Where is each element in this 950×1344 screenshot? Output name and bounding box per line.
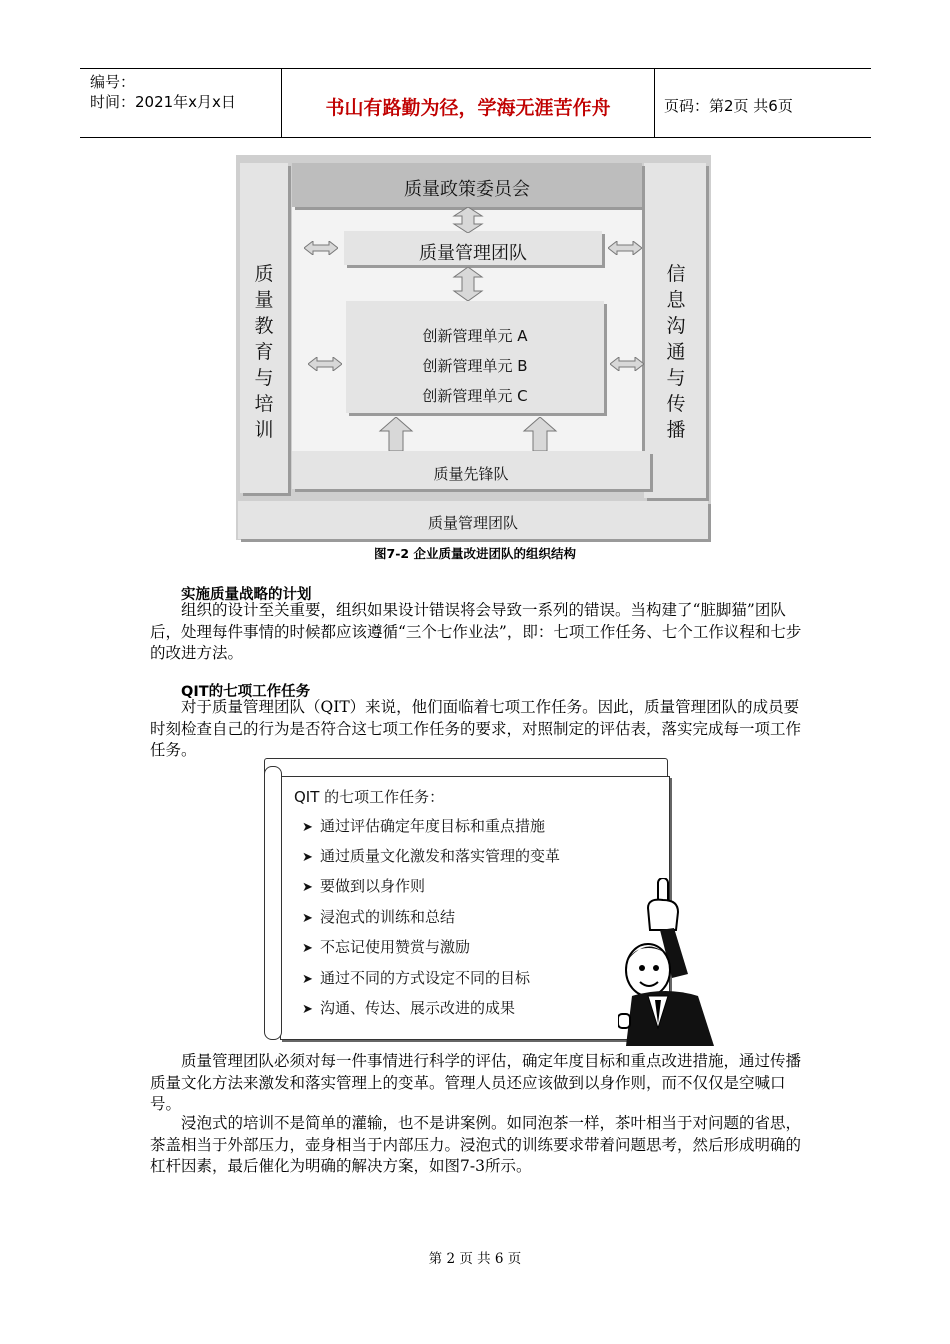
double-arrow-horizontal-icon — [610, 357, 644, 371]
header-table — [80, 68, 871, 138]
qmt-label: 质量管理团队 — [419, 243, 527, 264]
section2-heading: QIT的七项工作任务 — [181, 684, 311, 700]
unit-c-label: 创新管理单元 C — [422, 387, 528, 405]
double-arrow-horizontal-icon — [304, 241, 338, 255]
double-arrow-horizontal-icon — [608, 241, 642, 255]
list-item: ➤ 不忘记使用赞赏与激励 — [302, 938, 471, 956]
arrow-bullet-icon: ➤ — [302, 1002, 313, 1017]
pioneer-label: 质量先锋队 — [433, 465, 509, 483]
header-motto-cell — [282, 69, 655, 137]
arrow-bullet-icon: ➤ — [302, 850, 313, 865]
unit-b-label: 创新管理单元 B — [422, 357, 528, 375]
cartoon-man-pointing-icon — [618, 878, 718, 1046]
qit-tasks-scroll — [258, 758, 718, 1046]
unit-a-label: 创新管理单元 A — [422, 327, 528, 345]
list-item: ➤ 通过评估确定年度目标和重点措施 — [302, 817, 546, 835]
policy-committee-label: 质量政策委员会 — [404, 179, 530, 200]
scroll-title: QIT 的七项工作任务： — [294, 788, 445, 806]
org-structure-figure — [236, 155, 714, 545]
arrow-bullet-icon: ➤ — [302, 911, 313, 926]
arrow-bullet-icon: ➤ — [302, 972, 313, 987]
page-label: 页码：第2页 共6页 — [664, 97, 793, 115]
body-paragraph-1: 质量管理团队必须对每一件事情进行科学的评估，确定年度目标和重点改进措施，通过传播质量文化方法来激发和落实管理上的变革。管理人员还应该做到以身作则，而不仅仅是空喊口号。 — [150, 1052, 802, 1113]
header-left-cell — [80, 69, 282, 137]
up-arrow-icon — [520, 417, 560, 451]
scroll-left-roll — [264, 766, 282, 1040]
double-arrow-vertical-icon — [448, 267, 488, 301]
left-vertical-label: 质量教育与培训 — [254, 263, 274, 441]
right-vertical-label: 信息沟通与传播 — [666, 263, 686, 441]
list-item: ➤ 通过质量文化激发和落实管理的变革 — [302, 847, 561, 865]
figure-caption: 图7-2 企业质量改进团队的组织结构 — [374, 546, 576, 561]
arrow-bullet-icon: ➤ — [302, 820, 313, 835]
section1-heading: 实施质量战略的计划 — [181, 587, 312, 603]
section1-paragraph: 组织的设计至关重要，组织如果设计错误将会导致一系列的错误。当构建了“脏脚猫”团队后，处理每件事情的时候都应该遵循“三个七作业法”，即：七项工作任务、七个工作议程和七步的改进方法。 — [150, 601, 802, 662]
list-item: ➤ 通过不同的方式设定不同的目标 — [302, 969, 531, 987]
motto: 书山有路勤为径，学海无涯苦作舟 — [325, 97, 611, 119]
arrow-bullet-icon: ➤ — [302, 880, 313, 895]
list-item: ➤ 沟通、传达、展示改进的成果 — [302, 999, 516, 1017]
body-paragraph-2: 浸泡式的培训不是简单的灌输，也不是讲案例。如同泡茶一样，茶叶相当于对问题的省思，茶盖相当于外部压力，壶身相当于内部压力。浸泡式的训练要求带着问题思考，然后形成明确的杠杆因素，最后催化为明确的解决方案，如图7-3所示。 — [150, 1114, 802, 1175]
section2-paragraph: 对于质量管理团队（QIT）来说，他们面临着七项工作任务。因此，质量管理团队的成员要时刻检查自己的行为是否符合这七项工作任务的要求，对照制定的评估表，落实完成每一项工作任务。 — [150, 698, 802, 759]
up-arrow-icon — [376, 417, 416, 451]
list-item: ➤ 要做到以身作则 — [302, 877, 426, 895]
page-footer: 第 2 页 共 6 页 — [428, 1251, 522, 1267]
list-item: ➤ 浸泡式的训练和总结 — [302, 908, 456, 926]
date-label: 时间：2021年x月x日 — [90, 93, 236, 111]
number-label: 编号： — [90, 73, 136, 91]
arrow-bullet-icon: ➤ — [302, 941, 313, 956]
bottom-qmt-label: 质量管理团队 — [427, 514, 518, 532]
double-arrow-vertical-icon — [448, 207, 488, 233]
double-arrow-horizontal-icon — [308, 357, 342, 371]
